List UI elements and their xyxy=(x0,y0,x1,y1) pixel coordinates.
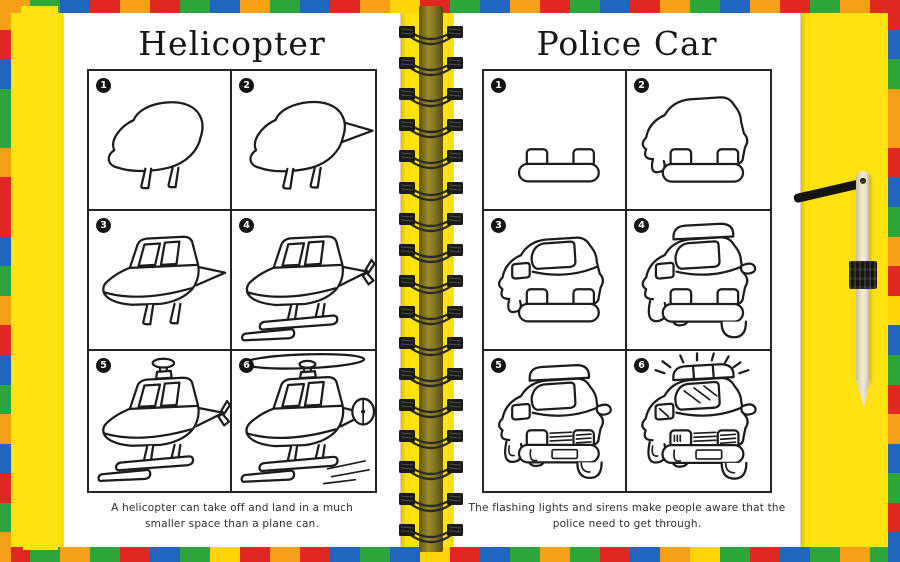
helicopter-step-6 xyxy=(232,351,375,491)
border-block xyxy=(888,59,900,89)
border-block xyxy=(840,0,870,13)
border-block xyxy=(0,473,11,503)
border-block xyxy=(600,547,630,562)
border-bottom xyxy=(0,547,900,562)
border-block xyxy=(270,547,300,562)
helicopter-caption xyxy=(70,501,394,533)
step-number-badge: 6 xyxy=(634,358,649,373)
border-block xyxy=(888,207,900,237)
spiral-loop xyxy=(399,522,463,544)
helicopter-steps-grid xyxy=(87,69,377,493)
border-block xyxy=(810,547,840,562)
stylus-pencil xyxy=(856,171,870,381)
border-block xyxy=(210,547,240,562)
spiral-loop xyxy=(399,242,463,264)
border-block xyxy=(888,177,900,207)
spiral-loop xyxy=(399,273,463,295)
spiral-loop xyxy=(399,304,463,326)
step-number-badge: 6 xyxy=(239,358,254,373)
step-number-badge: 1 xyxy=(96,78,111,93)
border-block xyxy=(720,0,750,13)
police-car-step-6 xyxy=(627,351,770,491)
spiral-loop xyxy=(399,459,463,481)
border-block xyxy=(720,547,750,562)
police-car-step-4-drawing xyxy=(627,211,770,349)
border-block xyxy=(450,0,480,13)
border-block xyxy=(0,207,11,237)
corner-patch-top-left xyxy=(21,6,58,44)
helicopter-step-4 xyxy=(232,211,375,351)
step-number-badge: 5 xyxy=(96,358,111,373)
police-car-steps-grid xyxy=(482,69,772,493)
border-block xyxy=(0,325,11,355)
border-block xyxy=(360,0,390,13)
border-block xyxy=(540,547,570,562)
border-block xyxy=(600,0,630,13)
caption-line: police need to get through. xyxy=(552,517,702,530)
border-block xyxy=(450,547,480,562)
border-block xyxy=(540,0,570,13)
border-block xyxy=(0,148,11,178)
page-helicopter xyxy=(64,10,400,547)
border-block xyxy=(390,547,420,562)
border-block xyxy=(888,444,900,474)
border-block xyxy=(888,296,900,326)
border-block xyxy=(0,414,11,444)
border-block xyxy=(60,0,90,13)
pencil-elastic-band xyxy=(849,261,877,289)
border-block xyxy=(180,547,210,562)
spiral-loop xyxy=(399,86,463,108)
spiral-loop xyxy=(399,335,463,357)
border-block xyxy=(780,0,810,13)
helicopter-step-5-drawing xyxy=(89,351,230,491)
border-block xyxy=(888,148,900,178)
police-car-caption xyxy=(460,501,794,533)
police-car-step-5 xyxy=(484,351,627,491)
spiral-loop xyxy=(399,117,463,139)
police-car-step-4 xyxy=(627,211,770,351)
helicopter-step-2-drawing xyxy=(232,71,375,209)
border-block xyxy=(888,532,900,562)
border-block xyxy=(0,237,11,267)
border-block xyxy=(780,547,810,562)
border-left xyxy=(0,0,11,562)
border-block xyxy=(150,547,180,562)
border-block xyxy=(660,0,690,13)
page-police-car xyxy=(454,10,800,547)
border-block xyxy=(888,266,900,296)
caption-line: smaller space than a plane can. xyxy=(144,517,320,530)
border-block xyxy=(888,118,900,148)
border-block xyxy=(888,89,900,119)
spiral-loop xyxy=(399,397,463,419)
page-title-police-car: Police Car xyxy=(536,24,718,63)
helicopter-step-1-drawing xyxy=(89,71,230,209)
border-block xyxy=(888,355,900,385)
helicopter-step-3-drawing xyxy=(89,211,230,349)
border-block xyxy=(210,0,240,13)
border-block xyxy=(180,0,210,13)
spiral-loop xyxy=(399,55,463,77)
helicopter-step-4-drawing xyxy=(232,211,375,349)
step-number-badge: 2 xyxy=(239,78,254,93)
pencil-tip xyxy=(856,380,870,408)
pencil-cord-hole xyxy=(860,178,866,184)
border-block xyxy=(750,0,780,13)
border-right xyxy=(888,0,900,562)
border-block xyxy=(888,414,900,444)
spiral-loop xyxy=(399,180,463,202)
spiral-loop xyxy=(399,428,463,450)
border-block xyxy=(888,30,900,60)
border-block xyxy=(0,355,11,385)
border-block xyxy=(240,547,270,562)
border-block xyxy=(0,59,11,89)
border-block xyxy=(0,385,11,415)
spiral-loop xyxy=(399,366,463,388)
step-number-badge: 1 xyxy=(491,78,506,93)
helicopter-step-5 xyxy=(89,351,232,491)
border-block xyxy=(840,547,870,562)
border-block xyxy=(0,503,11,533)
border-block xyxy=(690,547,720,562)
spiral-loop xyxy=(399,211,463,233)
border-block xyxy=(510,547,540,562)
border-block xyxy=(0,177,11,207)
border-block xyxy=(888,473,900,503)
police-car-step-5-drawing xyxy=(484,351,625,491)
border-block xyxy=(120,547,150,562)
border-block xyxy=(888,503,900,533)
caption-line: The flashing lights and sirens make people aware that the xyxy=(468,502,786,514)
border-block xyxy=(0,118,11,148)
border-block xyxy=(750,547,780,562)
border-block xyxy=(0,89,11,119)
border-block xyxy=(330,0,360,13)
border-block xyxy=(300,547,330,562)
step-number-badge: 3 xyxy=(491,218,506,233)
border-block xyxy=(240,0,270,13)
border-block xyxy=(480,0,510,13)
border-block xyxy=(0,296,11,326)
border-block xyxy=(0,266,11,296)
border-block xyxy=(888,237,900,267)
police-car-step-6-drawing xyxy=(627,351,770,491)
step-number-badge: 3 xyxy=(96,218,111,233)
border-block xyxy=(0,532,11,562)
border-block xyxy=(60,547,90,562)
border-block xyxy=(0,444,11,474)
border-block xyxy=(660,547,690,562)
border-block xyxy=(0,30,11,60)
spiral-loop xyxy=(399,24,463,46)
border-block xyxy=(630,0,660,13)
helicopter-step-6-drawing xyxy=(232,351,375,491)
helicopter-step-2 xyxy=(232,71,375,211)
police-car-step-3-drawing xyxy=(484,211,625,349)
step-number-badge: 4 xyxy=(634,218,649,233)
border-block xyxy=(90,0,120,13)
page-title-helicopter: Helicopter xyxy=(138,24,326,63)
step-number-badge: 4 xyxy=(239,218,254,233)
border-block xyxy=(270,0,300,13)
police-car-step-3 xyxy=(484,211,627,351)
step-number-badge: 2 xyxy=(634,78,649,93)
border-block xyxy=(390,0,420,13)
border-block xyxy=(510,0,540,13)
border-block xyxy=(810,0,840,13)
border-block xyxy=(888,0,900,30)
border-block xyxy=(300,0,330,13)
police-car-step-2 xyxy=(627,71,770,211)
helicopter-step-1 xyxy=(89,71,232,211)
spiral-loop xyxy=(399,148,463,170)
border-block xyxy=(150,0,180,13)
border-top xyxy=(0,0,900,13)
border-block xyxy=(480,547,510,562)
border-block xyxy=(120,0,150,13)
police-car-step-1-drawing xyxy=(484,71,625,209)
border-block xyxy=(888,325,900,355)
border-block xyxy=(570,0,600,13)
border-block xyxy=(630,547,660,562)
border-block xyxy=(690,0,720,13)
police-car-step-1 xyxy=(484,71,627,211)
border-block xyxy=(0,0,11,30)
border-block xyxy=(360,547,390,562)
border-block xyxy=(888,385,900,415)
step-number-badge: 5 xyxy=(491,358,506,373)
corner-patch-bottom-left xyxy=(23,524,58,550)
police-car-step-2-drawing xyxy=(627,71,770,209)
border-block xyxy=(570,547,600,562)
border-block xyxy=(330,547,360,562)
helicopter-step-3 xyxy=(89,211,232,351)
caption-line: A helicopter can take off and land in a much xyxy=(111,502,353,514)
spiral-loop xyxy=(399,491,463,513)
border-block xyxy=(90,547,120,562)
